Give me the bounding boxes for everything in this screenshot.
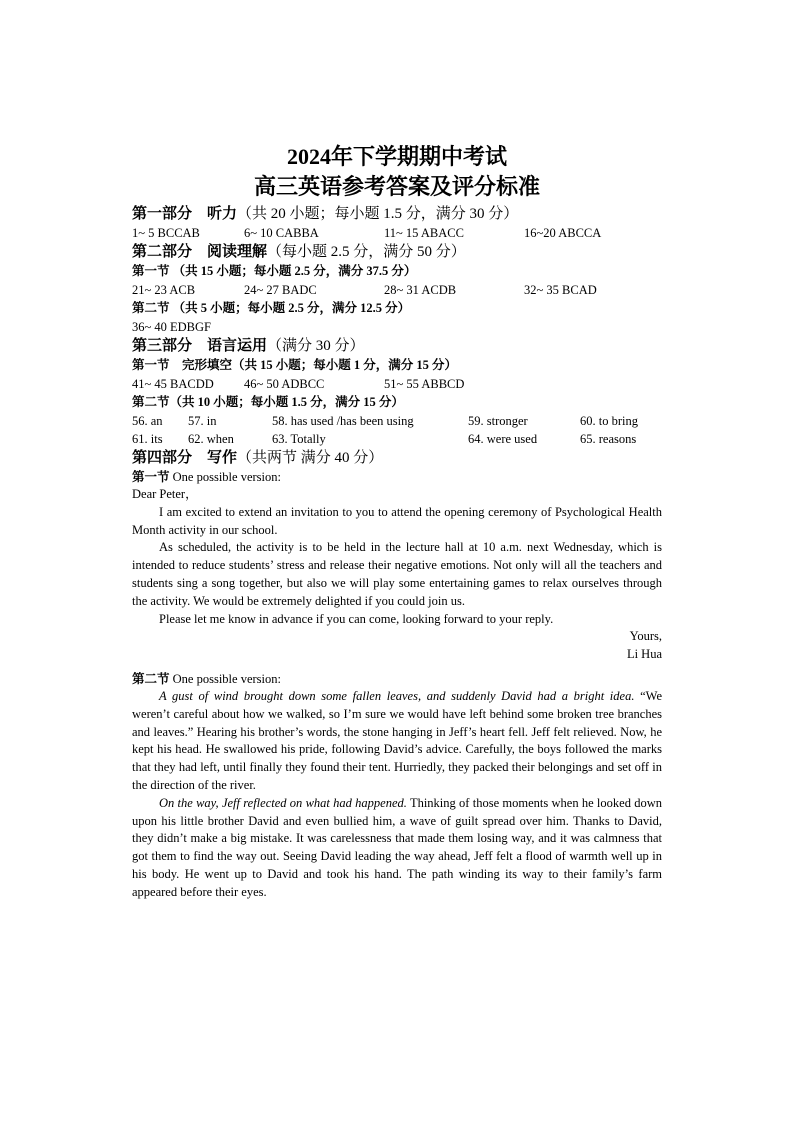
answer-item: 62. when [188, 432, 234, 446]
answer-item: 65. reasons [580, 432, 637, 446]
story-body: Thinking of those moments when he looked down upon his little brother David and even bullied him, a wave of guilt spread over him. Thanks to David, they didn’t make a big mistake. It was carelessness that made them losing way, and it was calmness that got them to find the way out. Seeing David leading the way ahead, Jeff felt a flood of warmth well up in his body. He went up to David and took his hand. The path winding its way to their family’s farm appeared before their eyes. [132, 795, 662, 899]
part3-section2-row2 [132, 430, 662, 448]
page-title: 2024年下学期期中考试 [286, 144, 507, 169]
answer-item: 56. an [132, 414, 163, 428]
answer-item: 60. to bring [580, 414, 638, 428]
part2-title: 第二部分 阅读理解 [132, 244, 268, 260]
letter-closing: Yours, [629, 629, 662, 644]
part1-answers [132, 224, 662, 242]
answer-group: 51~ 55 ABBCD [384, 377, 465, 391]
answer-group: 24~ 27 BADC [244, 283, 317, 297]
part2-section2-answers [132, 318, 662, 336]
part4-note: （共两节 满分 40 分） [237, 450, 384, 466]
part3-section2-row1 [132, 412, 662, 430]
story-lead-sentence: A gust of wind brought down some fallen leaves, and suddenly David had a bright idea. [159, 688, 635, 703]
answer-group: 21~ 23 ACB [132, 283, 196, 297]
part3-title: 第三部分 语言运用 [132, 338, 268, 354]
part1-note: （共 20 小题；每小题 1.5 分，满分 30 分） [237, 206, 519, 222]
answer-group: 46~ 50 ADBCC [244, 377, 325, 391]
part2-section1-heading: 第一节 （共 15 小题；每小题 2.5 分，满分 37.5 分） [132, 264, 417, 278]
answer-group: 28~ 31 ACDB [384, 283, 457, 297]
part4-title: 第四部分 写作 [132, 450, 238, 466]
part3-section2-heading: 第二节（共 10 小题；每小题 1.5 分，满分 15 分） [132, 395, 404, 409]
letter-paragraph: Please let me know in advance if you can come, looking forward to your reply. [159, 611, 554, 626]
part2-section1-answers [132, 281, 662, 299]
answer-group: 6~ 10 CABBA [244, 226, 319, 240]
answer-group: 1~ 5 BCCAB [132, 226, 200, 240]
answer-group: 41~ 45 BACDD [132, 377, 214, 391]
section-label: 第二节 [132, 671, 170, 686]
part4-section1-heading [132, 468, 662, 486]
answer-item: 61. its [132, 432, 163, 446]
story-paragraph [132, 795, 662, 902]
page-subtitle: 高三英语参考答案及评分标准 [253, 174, 540, 199]
part4-heading [132, 448, 662, 468]
sample-letter [132, 486, 662, 664]
letter-paragraph: I am excited to extend an invitation to you to attend the opening ceremony of Psychological Health Month activity in our school. [132, 504, 662, 537]
answer-sheet [132, 142, 662, 902]
part3-section1-heading: 第一节 完形填空（共 15 小题；每小题 1 分，满分 15 分） [132, 358, 458, 372]
part2-section2-heading: 第二节 （共 5 小题；每小题 2.5 分，满分 12.5 分） [132, 301, 411, 315]
letter-paragraph: As scheduled, the activity is to be held in the lecture hall at 10 a.m. next Wednesday, which is intended to reduce students’ stress and release their negative emotions. Not only will all the teachers and students sing a song together, but also we will play some entertaining games to relax ourselves through the activity. We would be extremely delighted if you could join us. [132, 540, 662, 608]
part3-section1-answers [132, 375, 662, 393]
part3-heading [132, 336, 662, 356]
answer-item: 63. Totally [272, 432, 326, 446]
story-paragraph [132, 688, 662, 795]
sample-story [132, 688, 662, 902]
letter-greeting: Dear Peter， [132, 487, 198, 501]
story-body: “We weren’t careful about how we walked, so I’m sure we would have left behind some broken tree branches and leaves.” Hearing his brother’s words, the stone hanging in Jeff’s heart fell. Jeff felt relieved. Now, he kept his head. He swallowed his pride, following David’s advice. Carefully, the boys followed the marks that they had left, until finally they found their tent. Hurriedly, they packed their belongings and set off in the direction of the river. [132, 688, 662, 792]
answer-group: 32~ 35 BCAD [524, 283, 597, 297]
part4-section2-heading [132, 670, 662, 688]
part3-note: （满分 30 分） [267, 338, 365, 354]
section-label: 第一节 [132, 470, 170, 484]
part2-note: （每小题 2.5 分，满分 50 分） [267, 244, 466, 260]
answer-item: 59. stronger [468, 414, 528, 428]
answer-item: 58. has used /has been using [272, 414, 414, 428]
part1-title: 第一部分 听力 [132, 206, 238, 222]
section-version: One possible version: [169, 470, 281, 484]
letter-signature: Li Hua [626, 647, 662, 662]
answer-group: 11~ 15 ABACC [384, 226, 464, 240]
section-version: One possible version: [169, 671, 281, 686]
answer-group: 16~20 ABCCA [524, 226, 602, 240]
part1-heading [132, 204, 662, 224]
story-lead-sentence: On the way, Jeff reflected on what had happened. [159, 795, 407, 810]
part2-heading [132, 242, 662, 262]
answer-item: 57. in [188, 414, 217, 428]
answer-group: 36~ 40 EDBGF [132, 320, 211, 334]
answer-item: 64. were used [468, 432, 538, 446]
